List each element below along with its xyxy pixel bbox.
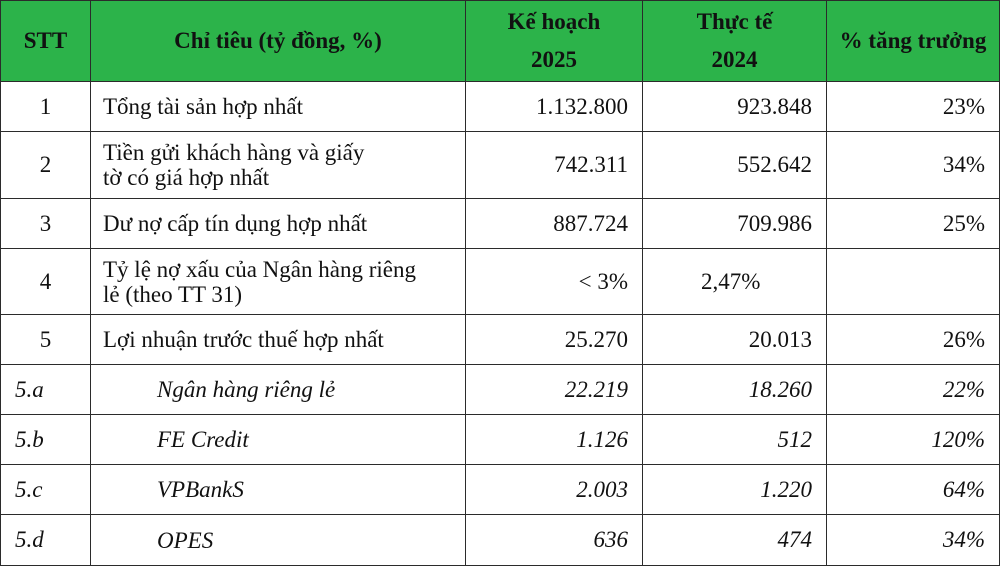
row-stt: 5.b <box>1 415 91 465</box>
table-row <box>1 315 1000 365</box>
header-indicator: Chỉ tiêu (tỷ đồng, %) <box>91 1 466 82</box>
row-actual-value: 552.642 <box>643 132 827 199</box>
row-growth-value: 26% <box>827 315 1000 365</box>
header-plan-year: 2025 <box>531 47 577 72</box>
row-actual-value: 20.013 <box>643 315 827 365</box>
row-growth-value: 120% <box>827 415 1000 465</box>
row-stt: 5.c <box>1 465 91 515</box>
row-plan-value: 636 <box>466 515 643 566</box>
table-row <box>1 515 1000 566</box>
row-indicator-line: Tiền gửi khách hàng và giấy <box>103 140 365 165</box>
row-actual-value: 474 <box>643 515 827 566</box>
row-plan-value: < 3% <box>466 249 643 315</box>
row-indicator: FE Credit <box>91 415 466 465</box>
header-growth: % tăng trưởng <box>827 1 1000 82</box>
row-growth-value: 23% <box>827 82 1000 132</box>
table-row <box>1 465 1000 515</box>
table-row <box>1 415 1000 465</box>
row-actual-value: 709.986 <box>643 199 827 249</box>
header-row <box>1 1 1000 82</box>
row-plan-value: 887.724 <box>466 199 643 249</box>
row-stt: 5.d <box>1 515 91 566</box>
row-indicator-line: lẻ (theo TT 31) <box>103 281 243 307</box>
row-plan-value: 742.311 <box>466 132 643 199</box>
row-indicator: Tổng tài sản hợp nhất <box>91 82 466 132</box>
row-actual-value: 512 <box>643 415 827 465</box>
row-actual-value: 2,47% <box>643 249 827 315</box>
row-actual-value: 18.260 <box>643 365 827 415</box>
header-actual-2024 <box>643 1 827 82</box>
row-stt: 3 <box>1 199 91 249</box>
header-actual-year: 2024 <box>711 47 758 72</box>
table-row <box>1 199 1000 249</box>
row-growth-value: 34% <box>827 132 1000 199</box>
row-stt: 5 <box>1 315 91 365</box>
row-indicator: Ngân hàng riêng lẻ <box>91 365 466 415</box>
table-row <box>1 82 1000 132</box>
row-indicator: VPBankS <box>91 465 466 515</box>
header-plan-label: Kế hoạch <box>507 9 601 34</box>
row-growth-value <box>827 249 1000 315</box>
row-indicator-line: tờ có giá hợp nhất <box>103 165 270 190</box>
table-row <box>1 365 1000 415</box>
row-indicator <box>91 132 466 199</box>
table-row <box>1 132 1000 199</box>
header-actual-label: Thực tế <box>696 9 773 34</box>
row-indicator: OPES <box>91 515 466 566</box>
header-stt: STT <box>1 1 91 82</box>
row-stt: 2 <box>1 132 91 199</box>
table-row <box>1 249 1000 315</box>
row-actual-value: 1.220 <box>643 465 827 515</box>
row-stt: 1 <box>1 82 91 132</box>
row-stt: 4 <box>1 249 91 315</box>
row-plan-value: 25.270 <box>466 315 643 365</box>
row-plan-value: 22.219 <box>466 365 643 415</box>
row-stt: 5.a <box>1 365 91 415</box>
header-plan-2025 <box>466 1 643 82</box>
row-indicator-line: Tỷ lệ nợ xấu của Ngân hàng riêng <box>103 256 416 282</box>
row-plan-value: 1.126 <box>466 415 643 465</box>
row-actual-value: 923.848 <box>643 82 827 132</box>
row-indicator: Lợi nhuận trước thuế hợp nhất <box>91 315 466 365</box>
row-growth-value: 25% <box>827 199 1000 249</box>
row-plan-value: 2.003 <box>466 465 643 515</box>
row-indicator <box>91 249 466 315</box>
row-indicator: Dư nợ cấp tín dụng hợp nhất <box>91 199 466 249</box>
row-growth-value: 34% <box>827 515 1000 566</box>
row-plan-value: 1.132.800 <box>466 82 643 132</box>
row-growth-value: 22% <box>827 365 1000 415</box>
row-growth-value: 64% <box>827 465 1000 515</box>
